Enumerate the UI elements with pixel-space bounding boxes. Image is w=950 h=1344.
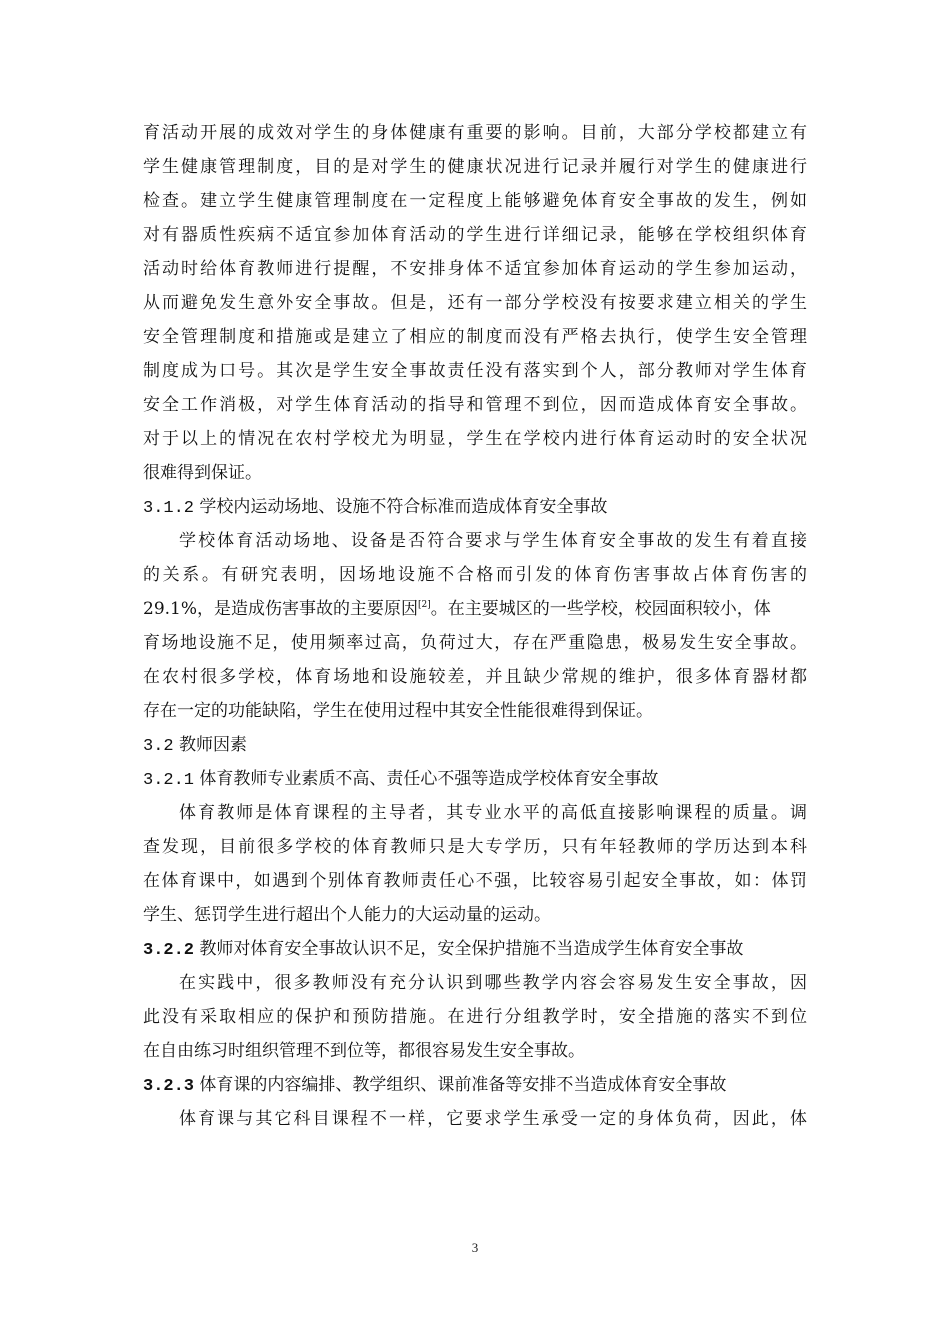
- paragraph-line: 检查。建立学生健康管理制度在一定程度上能够避免体育安全事故的发生，例如: [143, 191, 807, 211]
- paragraph-line: 学生、惩罚学生进行超出个人能力的大运动量的运动。: [143, 905, 551, 925]
- paragraph-line: 在实践中，很多教师没有充分认识到哪些教学内容会容易发生安全事故，因: [179, 973, 807, 993]
- section-heading-3-2: [143, 728, 807, 762]
- paragraph-line: 安全管理制度和措施或是建立了相应的制度而没有严格去执行，使学生安全管理: [143, 327, 807, 347]
- section-number: 3.2.3: [143, 1077, 195, 1096]
- paragraph-line: 制度成为口号。其次是学生安全事故责任没有落实到个人，部分教师对学生体育: [143, 361, 807, 381]
- paragraph-line-with-citation: [143, 592, 807, 626]
- paragraph-line: 查发现，目前很多学校的体育教师只是大专学历，只有年轻教师的学历达到本科: [143, 837, 807, 857]
- paragraph-line: 育活动开展的成效对学生的身体健康有重要的影响。目前，大部分学校都建立有: [143, 123, 807, 143]
- citation-mark: [2]: [418, 600, 431, 610]
- section-number: 3.2.1: [143, 771, 195, 790]
- paragraph-line: 此没有采取相应的保护和预防措施。在进行分组教学时，安全措施的落实不到位: [143, 1007, 807, 1027]
- paragraph-line: 学校体育活动场地、设备是否符合要求与学生体育安全事故的发生有着直接: [179, 531, 807, 551]
- body-text: [143, 116, 807, 1136]
- paragraph-line: 体育课与其它科目课程不一样，它要求学生承受一定的身体负荷，因此，体: [179, 1109, 807, 1129]
- section-heading-3-2-1: [143, 762, 807, 796]
- paragraph-line: 存在一定的功能缺陷，学生在使用过程中其安全性能很难得到保证。: [143, 701, 653, 721]
- paragraph-line: 活动时给体育教师进行提醒，不安排身体不适宜参加体育运动的学生参加运动，: [143, 259, 807, 279]
- paragraph-line: 学生健康管理制度，目的是对学生的健康状况进行记录并履行对学生的健康进行: [143, 157, 807, 177]
- section-number: 3.2: [143, 737, 174, 756]
- section-title: 体育教师专业素质不高、责任心不强等造成学校体育安全事故: [199, 769, 659, 789]
- section-number: 3.2.2: [143, 941, 195, 960]
- section-title: 教师对体育安全事故认识不足，安全保护措施不当造成学生体育安全事故: [199, 939, 744, 959]
- paragraph-text: 29.1%，是造成伤害事故的主要原因: [143, 599, 419, 619]
- paragraph-line: 在自由练习时组织管理不到位等，都很容易发生安全事故。: [143, 1041, 585, 1061]
- section-heading-3-2-2: [143, 932, 807, 966]
- paragraph-line: 很难得到保证。: [143, 463, 262, 483]
- paragraph-line: 对于以上的情况在农村学校尤为明显，学生在学校内进行体育运动时的安全状况: [143, 429, 807, 449]
- paragraph-line: 从而避免发生意外安全事故。但是，还有一部分学校没有按要求建立相关的学生: [143, 293, 807, 313]
- paragraph-line: 育场地设施不足，使用频率过高，负荷过大，存在严重隐患，极易发生安全事故。: [143, 633, 807, 653]
- paragraph-line: 对有器质性疾病不适宜参加体育活动的学生进行详细记录，能够在学校组织体育: [143, 225, 807, 245]
- paragraph-line: 的关系。有研究表明，因场地设施不合格而引发的体育伤害事故占体育伤害的: [143, 565, 807, 585]
- section-heading-3-1-2: [143, 490, 807, 524]
- paragraph-line: 在农村很多学校，体育场地和设施较差，并且缺少常规的维护，很多体育器材都: [143, 667, 807, 687]
- section-title: 教师因素: [179, 735, 248, 755]
- paragraph-line: 在体育课中，如遇到个别体育教师责任心不强，比较容易引起安全事故，如：体罚: [143, 871, 807, 891]
- page-number: 3: [471, 1240, 479, 1255]
- section-title: 学校内运动场地、设施不符合标准而造成体育安全事故: [199, 497, 608, 517]
- section-number: 3.1.2: [143, 499, 195, 518]
- section-heading-3-2-3: [143, 1068, 807, 1102]
- paragraph-line: 安全工作消极，对学生体育活动的指导和管理不到位，因而造成体育安全事故。: [143, 395, 807, 415]
- section-title: 体育课的内容编排、教学组织、课前准备等安排不当造成体育安全事故: [199, 1075, 727, 1095]
- paragraph-line: 体育教师是体育课程的主导者，其专业水平的高低直接影响课程的质量。调: [179, 803, 807, 823]
- paragraph-text: 。在主要城区的一些学校，校园面积较小，体: [430, 599, 771, 619]
